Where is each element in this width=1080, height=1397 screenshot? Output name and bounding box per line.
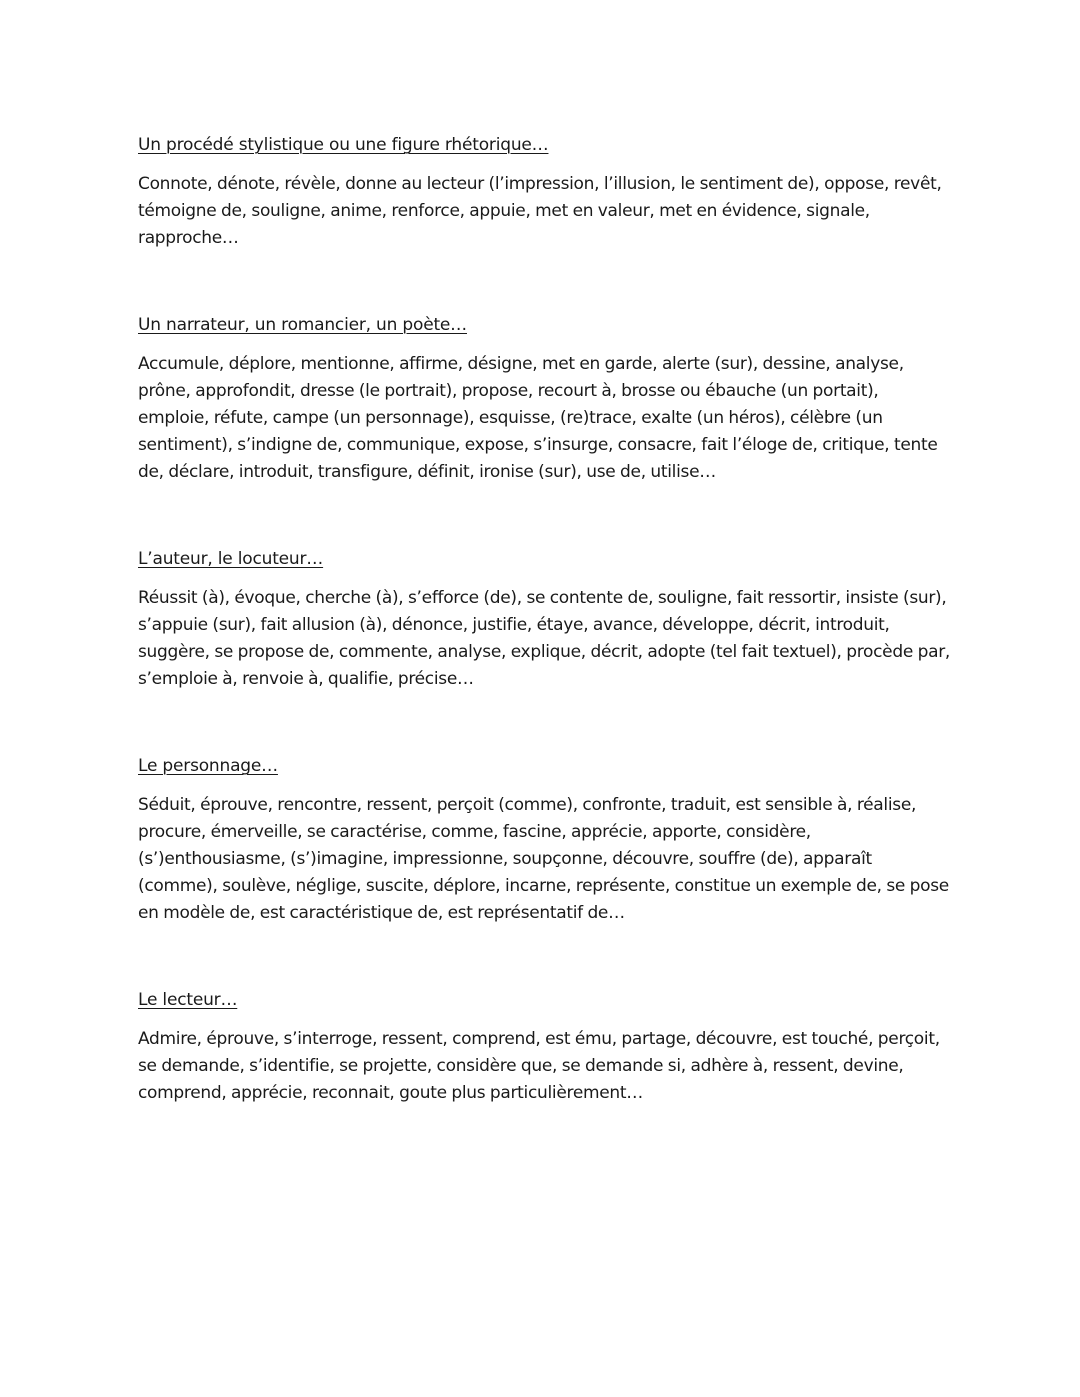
section-heading: L’auteur, le locuteur… [138,549,324,569]
section-heading: Un narrateur, un romancier, un poète… [138,315,467,335]
section-personnage [138,753,950,927]
section-text: Connote, dénote, révèle, donne au lecteur (l’impression, l’illusion, le sentiment de), oppose, revêt, témoigne de, souligne, anime, renforce, appuie, met en valeur, met en évidence, signale, rapproche… [138,174,942,248]
section-heading: Le lecteur… [138,990,238,1010]
section-narrateur [138,312,950,486]
section-text: Accumule, déplore, mentionne, affirme, désigne, met en garde, alerte (sur), dessine, analyse, prône, approfondit, dresse (le portrait), propose, recourt à, brosse ou ébauche (un portait), emploie, réfute, campe (un personnage), esquisse, (re)trace, exalte (un héros), célèbre (un sentiment), s’indigne de, communique, expose, s’insurge, consacre, fait l’éloge de, critique, tente de, déclare, introduit, transfigure, définit, ironise (sur), use de, utilise… [138,354,938,482]
section-auteur [138,546,950,693]
section-lecteur [138,987,950,1107]
section-text: Admire, éprouve, s’interroge, ressent, comprend, est ému, partage, découvre, est touché, perçoit, se demande, s’identifie, se projette, considère que, se demande si, adhère à, ressent, devine, comprend, apprécie, reconnait, goute plus particulièrement… [138,1029,940,1103]
section-text: Séduit, éprouve, rencontre, ressent, perçoit (comme), confronte, traduit, est sensible à, réalise, procure, émerveille, se caractérise, comme, fascine, apprécie, apporte, considère, (s’)enthousiasme, (s’)imagine, impressionne, soupçonne, découvre, souffre (de), apparaît (comme), soulève, néglige, suscite, déplore, incarne, représente, constitue un exemple de, se pose en modèle de, est caractéristique de, est représentatif de… [138,795,949,923]
section-heading: Le personnage… [138,756,278,776]
section-procede-stylistique [138,132,950,252]
document-page [138,132,950,1167]
section-text: Réussit (à), évoque, cherche (à), s’efforce (de), se contente de, souligne, fait ressortir, insiste (sur), s’appuie (sur), fait allusion (à), dénonce, justifie, étaye, avance, développe, décrit, introduit, suggère, se propose de, commente, analyse, explique, décrit, adopte (tel fait textuel), procède par, s’emploie à, renvoie à, qualifie, précise… [138,588,950,689]
section-heading: Un procédé stylistique ou une figure rhétorique… [138,135,549,155]
